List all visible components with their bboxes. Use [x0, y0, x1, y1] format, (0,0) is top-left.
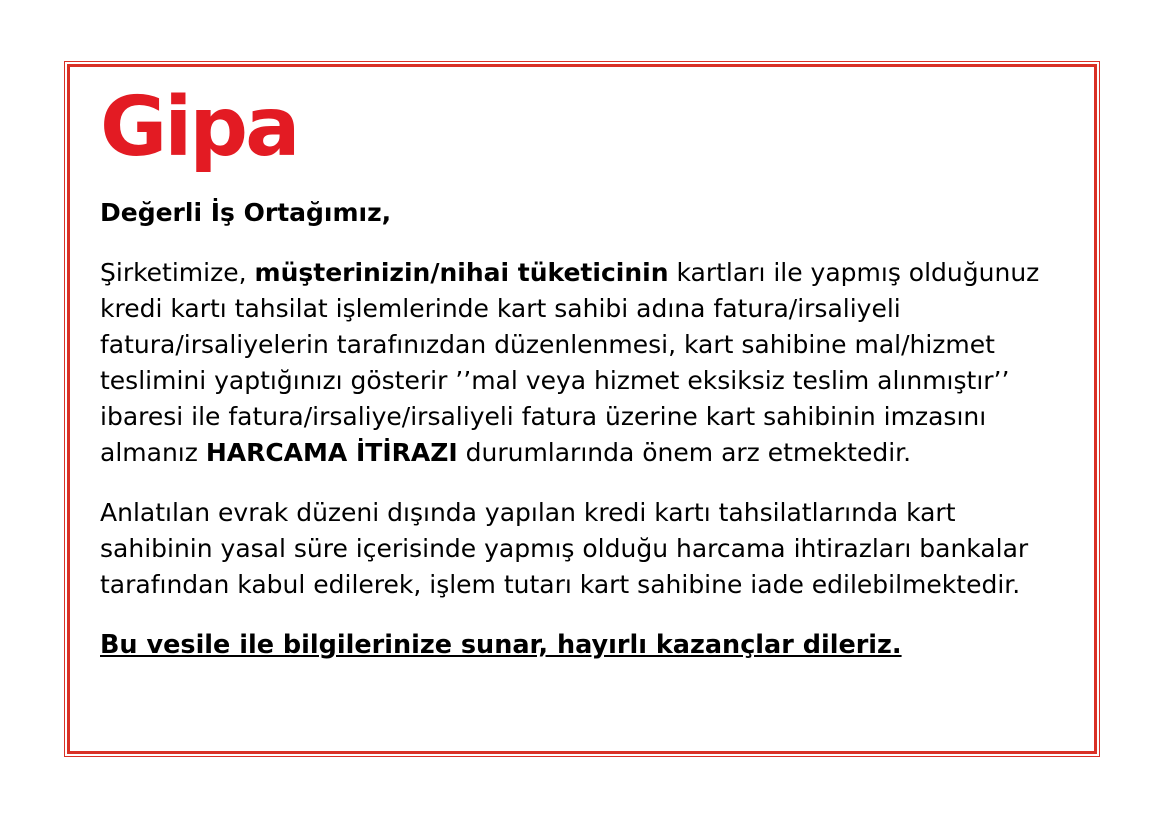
document-frame-inner-border	[67, 64, 1097, 754]
paragraph-chargeback-warning: Anlatılan evrak düzeni dışında yapılan kredi kartı tahsilatlarında kart sahibinin yasal süre içerisinde yapmış olduğu harcama ihtirazları bankalar tarafından kabul edilerek, işlem tutarı kart sahibine iade edilebilmektedir.	[100, 498, 1029, 599]
paragraph1-text-3: durumlarında önem arz etmektedir.	[457, 438, 912, 467]
gipa-logo: Gipa	[100, 80, 298, 175]
closing-line: Bu vesile ile bilgilerinize sunar, hayırlı kazançlar dileriz.	[100, 630, 902, 660]
letter-content	[70, 67, 1094, 751]
document-frame	[64, 61, 1100, 757]
paragraph1-bold-chargeback: HARCAMA İTİRAZI	[205, 438, 458, 467]
paragraph1-text-2: kartları ile yapmış olduğunuz kredi kartı tahsilat işlemlerinde kart sahibi adına fatura/irsaliyeli fatura/irsaliyelerin tarafınızdan düzenlenmesi, kart sahibine mal/hizmet teslimini yaptığınızı gösterir ’’mal veya hizmet eksiksiz teslim alınmıştır’’ ibaresi ile fatura/irsaliye/irsaliyeli fatura üzerine kart sahibinin imzasını almanız	[100, 258, 1040, 467]
paragraph-invoice-rules	[100, 255, 1060, 471]
paragraph1-bold-customer: müşterinizin/nihai tüketicinin	[254, 258, 669, 287]
paragraph1-text-1: Şirketimize,	[100, 258, 255, 287]
greeting-heading: Değerli İş Ortağımız,	[100, 198, 392, 227]
